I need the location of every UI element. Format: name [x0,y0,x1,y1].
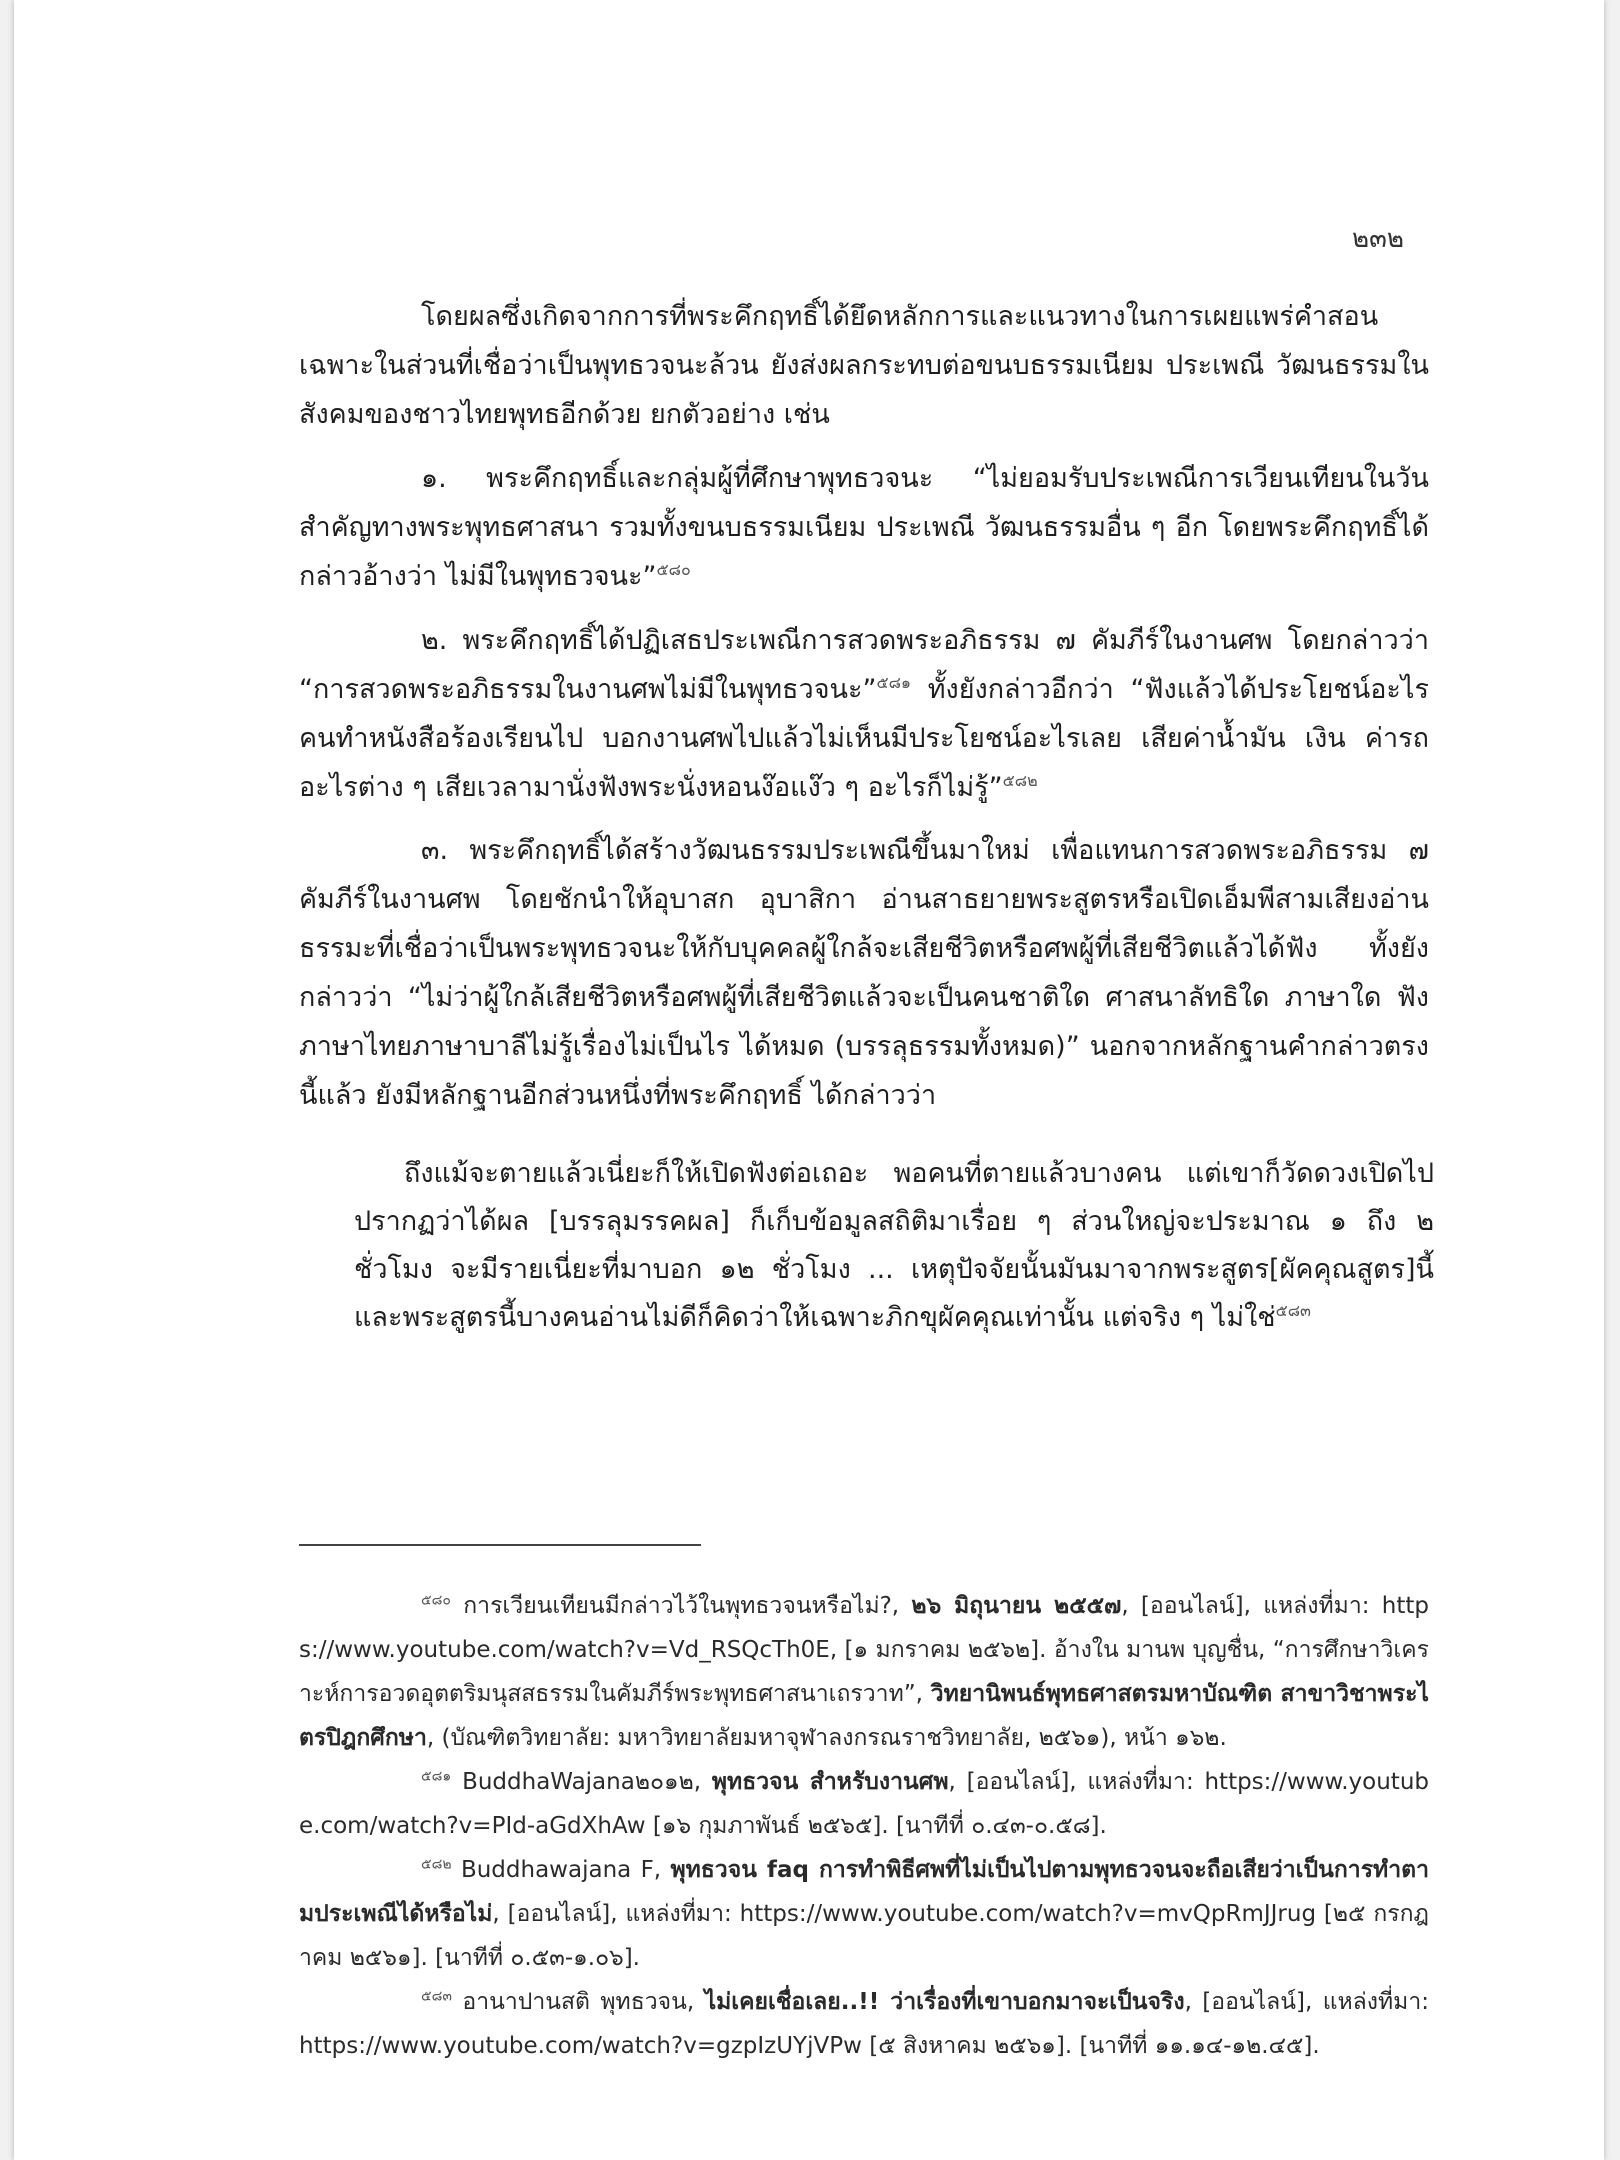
footnote-bold: วิทยานิพนธ์พุทธศาสตรมหาบัณฑิต สาขาวิชาพระไตรปิฎกศึกษา [299,1681,1429,1751]
footnote-text: , [ออนไลน์], แหล่งที่มา: https://www.youtube.com/watch?v=gzpIzUYjVPw [๕ สิงหาคม ๒๕๖๑]. [นาทีที่ ๑๑.๑๔-๑๒.๔๕]. [299,1989,1429,2059]
footnote-581 [299,1760,1429,1848]
point-1-text: ๑. พระคึกฤทธิ์และกลุ่มผู้ที่ศึกษาพุทธวจนะ “ไม่ยอมรับประเพณีการเวียนเทียนในวันสำคัญทางพระพุทธศาสนา รวมทั้งขนบธรรมเนียม ประเพณี วัฒนธรรมอื่น ๆ อีก โดยพระคึกฤทธิ์ได้กล่าวอ้างว่า ไม่มีในพุทธวจนะ” [299,463,1429,592]
point-2-paragraph [299,616,1429,812]
footnote-ref-583[interactable]: ๕๘๓ [1275,1301,1311,1320]
footnote-583 [299,1980,1429,2068]
footnote-bold: พุทธวจน faq การทำพิธีศพที่ไม่เป็นไปตามพุทธวจนจะถือเสียว่าเป็นการทำตามประเพณีได้หรือไม่ [299,1857,1429,1927]
intro-paragraph [299,292,1429,439]
intro-text: โดยผลซึ่งเกิดจากการที่พระคึกฤทธิ์ได้ยึดหลักการและแนวทางในการเผยแพร่คำสอนเฉพาะในส่วนที่เชื่อว่าเป็นพุทธวจนะล้วน ยังส่งผลกระทบต่อขนบธรรมเนียม ประเพณี วัฒนธรรมในสังคมของชาวไทยพุทธอีกด้วย ยกตัวอย่าง เช่น [299,301,1429,430]
block-quote [354,1150,1434,1342]
footnote-bold: ไม่เคยเชื่อเลย..!! ว่าเรื่องที่เขาบอกมาจะเป็นจริง [704,1989,1185,2015]
footnote-text: , (บัณฑิตวิทยาลัย: มหาวิทยาลัยมหาจุฬาลงกรณราชวิทยาลัย, ๒๕๖๑), หน้า ๑๖๒. [426,1725,1227,1751]
footnote-text: การเวียนเทียนมีกล่าวไว้ในพุทธวจนหรือไม่?, [450,1593,912,1619]
point-3-text: ๓. พระคึกฤทธิ์ได้สร้างวัฒนธรรมประเพณีขึ้นมาใหม่ เพื่อแทนการสวดพระอภิธรรม ๗ คัมภีร์ในงานศพ โดยชักนำให้อุบาสก อุบาสิกา อ่านสาธยายพระสูตรหรือเปิดเอ็มพีสามเสียงอ่านธรรมะที่เชื่อว่าเป็นพระพุทธวจนะให้กับบุคคลผู้ใกล้จะเสียชีวิตหรือศพผู้ที่เสียชีวิตแล้วได้ฟัง ทั้งยังกล่าวว่า “ไม่ว่าผู้ใกล้เสียชีวิตหรือศพผู้ที่เสียชีวิตแล้วจะเป็นคนชาติใด ศาสนาลัทธิใด ภาษาใด ฟังภาษาไทยภาษาบาลีไม่รู้เรื่องไม่เป็นไร ได้หมด (บรรลุธรรมทั้งหมด)” นอกจากหลักฐานคำกล่าวตรงนี้แล้ว ยังมีหลักฐานอีกส่วนหนึ่งที่พระคึกฤทธิ์ ได้กล่าวว่า [299,835,1429,1111]
footnote-text: Buddhawajana F, [451,1857,671,1883]
document-page [14,0,1604,2160]
footnote-text: , [ออนไลน์], แหล่งที่มา: https://www.youtube.com/watch?v=Vd_RSQcTh0E, [๑ มกราคม ๒๕๖๒]. อ้างใน มานพ บุญชื่น, “การศึกษาวิเคราะห์การอวดอุตตริมนุสสธรรมในคัมภีร์พระพุทธศาสนาเถรวาท”, [299,1593,1429,1707]
footnote-separator [299,1544,701,1546]
page-number: ๒๓๒ [1351,224,1404,254]
footnote-bold: พุทธวจน สำหรับงานศพ [711,1769,949,1795]
footnote-text: , [ออนไลน์], แหล่งที่มา: https://www.youtube.com/watch?v=PId-aGdXhAw [๑๖ กุมภาพันธ์ ๒๕๖๕]. [นาทีที่ ๐.๔๓-๐.๕๘]. [299,1769,1429,1839]
footnote-ref-581[interactable]: ๕๘๑ [876,673,912,692]
footnote-582 [299,1848,1429,1980]
footnote-bold: ๒๖ มิถุนายน ๒๕๕๗ [911,1593,1122,1619]
footnote-ref-580[interactable]: ๕๘๐ [656,560,691,579]
point-3-paragraph [299,826,1429,1120]
point-2-text-a: ๒. พระคึกฤทธิ์ได้ปฏิเสธประเพณีการสวดพระอภิธรรม ๗ คัมภีร์ในงานศพ โดยกล่าวว่า “การสวดพระอภิธรรมในงานศพไม่มีในพุทธวจนะ” [299,625,1429,705]
footnote-number: ๕๘๒ [421,1856,452,1873]
footnote-text: , [ออนไลน์], แหล่งที่มา: https://www.youtube.com/watch?v=mvQpRmJJrug [๒๕ กรกฎาคม ๒๕๖๑]. [นาทีที่ ๐.๕๓-๑.๐๖]. [299,1901,1429,1971]
footnote-number: ๕๘๐ [421,1592,451,1609]
footnote-text: BuddhaWajana๒๐๑๒, [451,1769,712,1795]
footnote-text: อานาปานสติ พุทธวจน, [451,1989,705,2015]
footnote-580 [299,1584,1429,1760]
block-quote-text: ถึงแม้จะตายแล้วเนี่ยะก็ให้เปิดฟังต่อเถอะ พอคนที่ตายแล้วบางคน แต่เขาก็วัดดวงเปิดไปปรากฏว่าได้ผล [บรรลุมรรคผล] ก็เก็บข้อมูลสถิติมาเรื่อย ๆ ส่วนใหญ่จะประมาณ ๑ ถึง ๒ ชั่วโมง จะมีรายเนี่ยะที่มาบอก ๑๒ ชั่วโมง ... เหตุปัจจัยนั้นมันมาจากพระสูตร[ผัคคุณสูตร]นี้ และพระสูตรนี้บางคนอ่านไม่ดีก็คิดว่าให้เฉพาะภิกขุผัคคุณเท่านั้น แต่จริง ๆ ไม่ใช่ [354,1158,1434,1333]
footnote-number: ๕๘๑ [421,1768,452,1785]
point-2-text-b: ทั้งยังกล่าวอีกว่า “ฟังแล้วได้ประโยชน์อะไร คนทำหนังสือร้องเรียนไป บอกงานศพไปแล้วไม่เห็นมีประโยชน์อะไรเลย เสียค่าน้ำมัน เงิน ค่ารถอะไรต่าง ๆ เสียเวลามานั่งฟังพระนั่งหอนง๊อแง๊ว ๆ อะไรก็ไม่รู้” [299,674,1429,803]
footnote-number: ๕๘๓ [421,1988,452,2005]
footnote-ref-582[interactable]: ๕๘๒ [1002,771,1038,790]
point-1-paragraph [299,454,1429,601]
